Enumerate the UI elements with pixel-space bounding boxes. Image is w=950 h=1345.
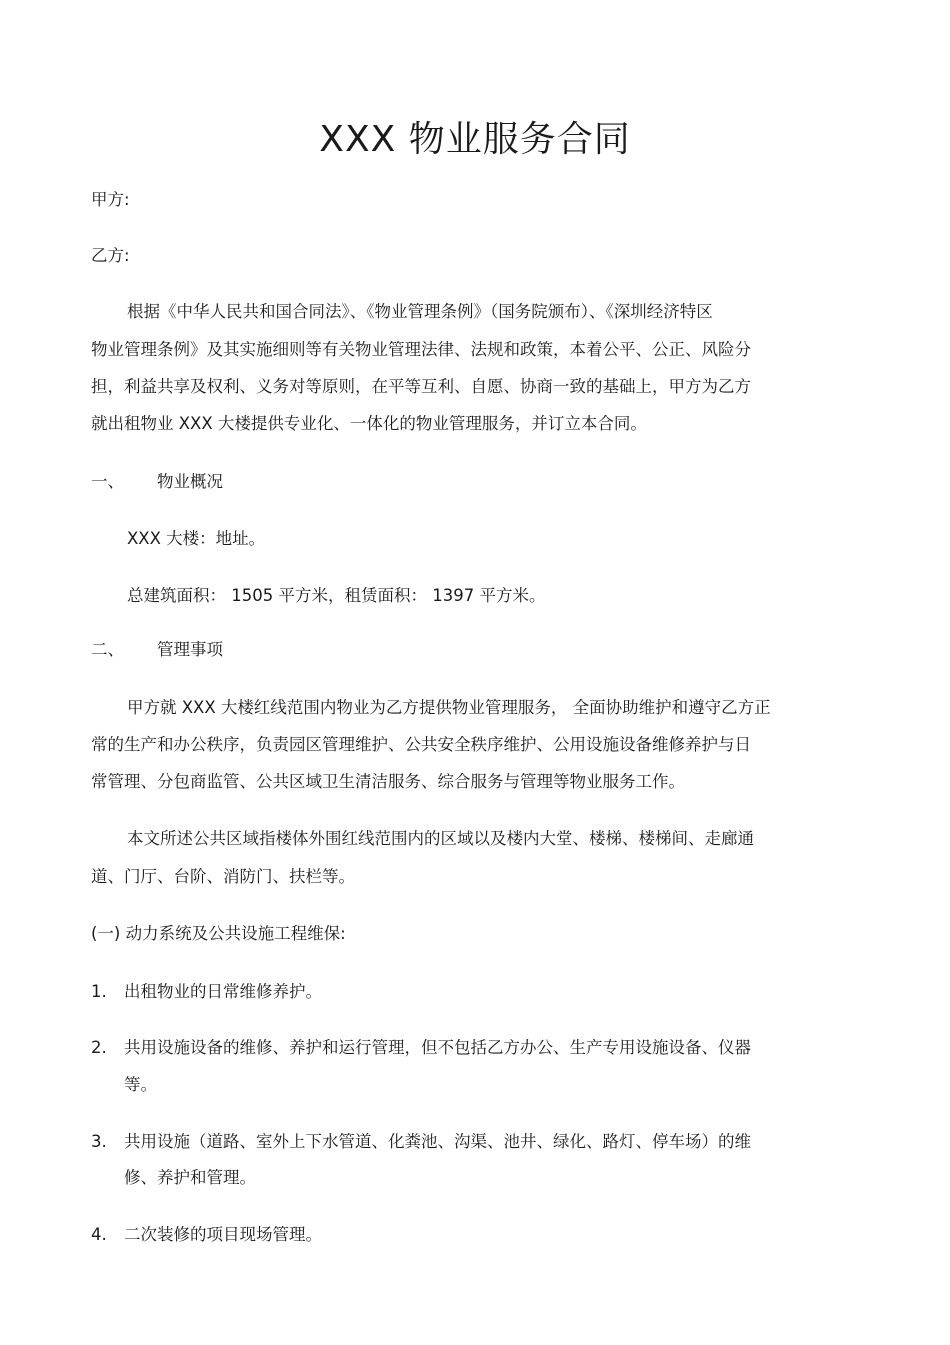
section-title: 物业概况 (157, 472, 223, 491)
paragraph-line: 常的生产和办公秩序，负责园区管理维护、公共安全秩序维护、公用设施设备维修养护与日 (91, 735, 751, 754)
preamble-line: 根据《中华人民共和国合同法》、《物业管理条例》（国务院颁布）、《深圳经济特区 (127, 302, 713, 321)
list-item-number: 3. (91, 1132, 107, 1151)
section-number: 一、 (91, 472, 124, 491)
party-a-label: 甲方: (91, 190, 130, 209)
section-heading-2 (0, 638, 900, 662)
building-address: XXX 大楼：地址。 (127, 529, 266, 548)
list-item-number: 4. (91, 1225, 107, 1244)
paragraph-line: 甲方就 XXX 大楼红线范围内物业为乙方提供物业管理服务， 全面协助维护和遵守乙方正 (127, 698, 771, 717)
section-number: 二、 (91, 640, 124, 659)
list-item-text: 修、养护和管理。 (124, 1168, 256, 1187)
section-heading-1 (0, 470, 900, 494)
list-item-text: 共用设施（道路、室外上下水管道、化粪池、沟渠、池井、绿化、路灯、停车场）的维 (124, 1132, 751, 1151)
list-item-text: 等。 (124, 1075, 157, 1094)
document-title: XXX 物业服务合同 (319, 119, 631, 160)
area-info: 总建筑面积： 1505 平方米，租赁面积： 1397 平方米。 (127, 586, 546, 605)
preamble-line: 担，利益共享及权利、义务对等原则，在平等互利、自愿、协商一致的基础上，甲方为乙方 (91, 377, 751, 396)
subsection-heading: (一) 动力系统及公共设施工程维保: (91, 924, 346, 943)
paragraph-line: 本文所述公共区域指楼体外围红线范围内的区域以及楼内大堂、楼梯、楼梯间、走廊通 (127, 829, 754, 848)
list-item-text: 二次装修的项目现场管理。 (124, 1225, 322, 1244)
list-item-text: 出租物业的日常维修养护。 (124, 982, 322, 1001)
paragraph-line: 道、门厅、台阶、消防门、扶栏等。 (91, 867, 355, 886)
preamble-line: 就出租物业 XXX 大楼提供专业化、一体化的物业管理服务，并订立本合同。 (91, 414, 647, 433)
list-item-number: 2. (91, 1038, 107, 1057)
section-title: 管理事项 (157, 640, 223, 659)
party-b-label: 乙方: (91, 246, 130, 265)
list-item-text: 共用设施设备的维修、养护和运行管理，但不包括乙方办公、生产专用设施设备、仪器 (124, 1038, 751, 1057)
preamble-line: 物业管理条例》及其实施细则等有关物业管理法律、法规和政策，本着公平、公正、风险分 (91, 340, 751, 359)
list-item-number: 1. (91, 982, 107, 1001)
paragraph-line: 常管理、分包商监管、公共区域卫生清洁服务、综合服务与管理等物业服务工作。 (91, 772, 685, 791)
